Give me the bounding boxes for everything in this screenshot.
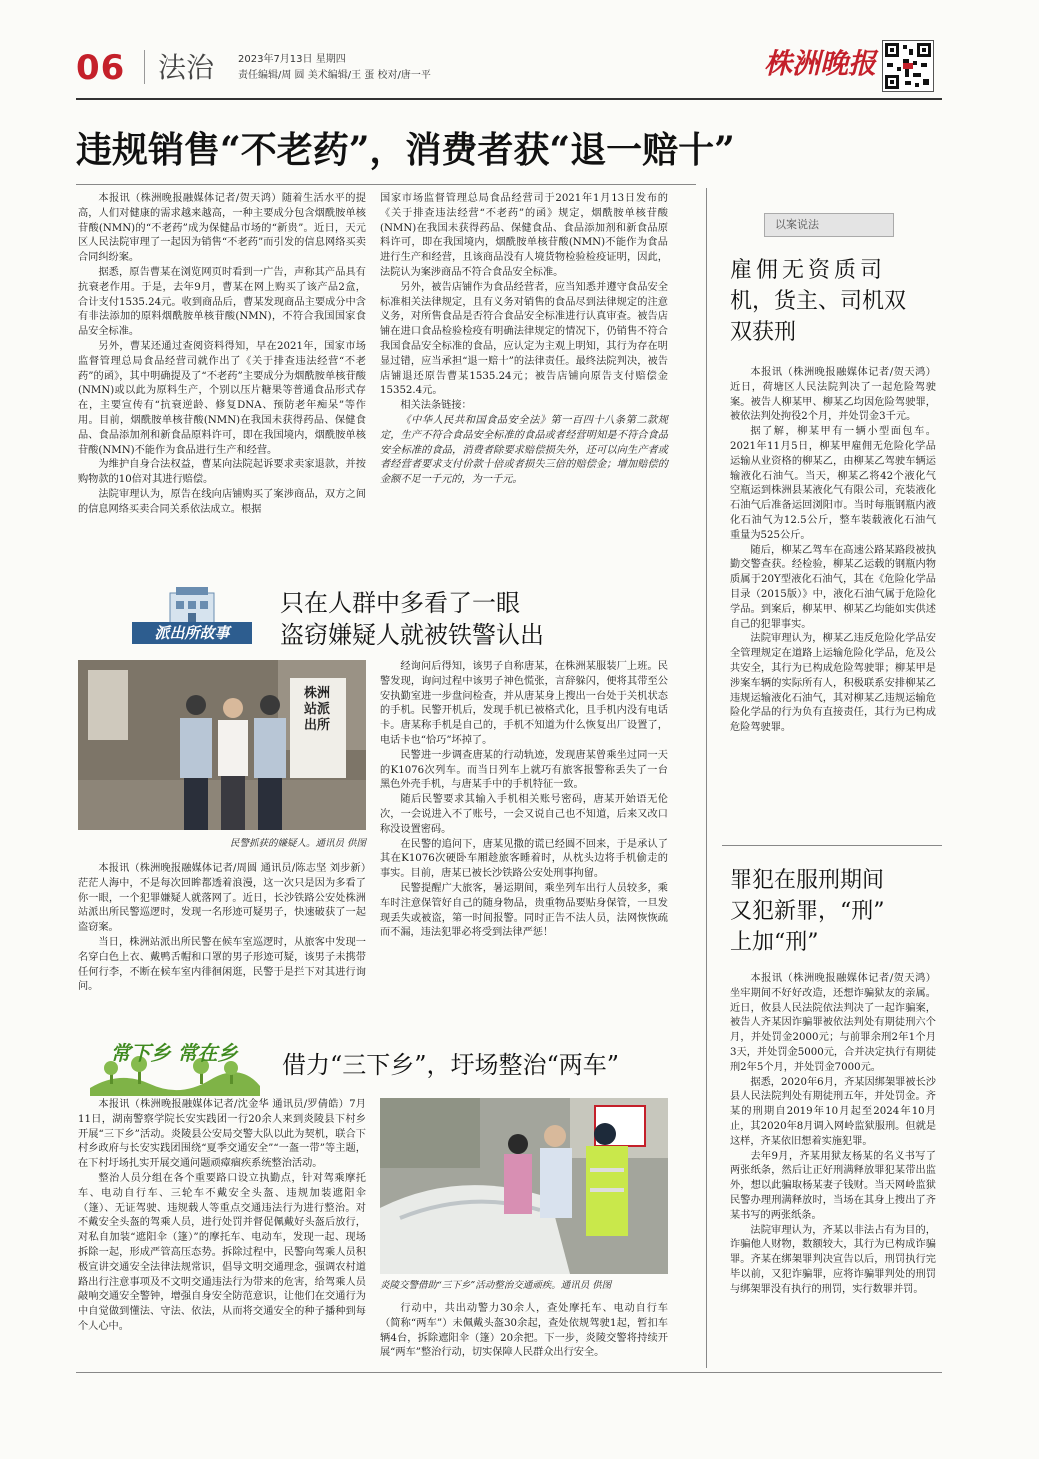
sidebar-b-headline-line3: 上加“刑” [730,930,819,955]
qr-code-icon [882,40,934,92]
law-text: 《中华人民共和国食品安全法》第一百四十八条第二款规定，生产不符合食品安全标准的食品或者经营明知是不符合食品安全标准的食品，消费者除要求赔偿损失外，还可以向生产者或者经营者要求支付价款十倍或者损失三倍的赔偿金；增加赔偿的金额不足一千元的，为一千元。 [380,414,668,486]
lead-headline: 违规销售“不老药”，消费者获“退一赔十” [76,129,735,171]
sidebar-a-paragraph: 法院审理认为，柳某乙违反危险化学品安全管理规定在道路上运输危险化学品，危及公共安全，其行为已构成危险驾驶罪；柳某甲是涉案车辆的实际所有人，积极联系安排柳某乙违规运输液化石油气，其对柳某乙违规运输危险化学品的行为负有直接责任，其行为已构成危险驾驶罪。 [730,633,936,734]
lead-paragraph: 法院审理认为，原告在线向店铺购买了案涉商品，双方之间的信息网络买卖合同关系依法成立。根据 [78,488,366,515]
rural-badge-label: 常下乡 常在乡 [110,1041,238,1065]
sidebar-divider [706,188,707,1368]
sidebar-a-paragraph: 据了解，柳某甲有一辆小型面包车。2021年11月5日，柳某甲雇佣无危险化学品运输从业资格的柳某乙，由柳某乙驾驶车辆运输液化石油气。当天，柳某乙将42个液化气空瓶运到株洲县某液化气有限公司，充装液化石油气后准备运回浏阳市。当时每瓶钢瓶内液化石油气为12.5公斤，整车装载液化石油气重量为525公斤。 [730,426,936,541]
sidebar-story-rule [722,845,942,846]
story2-paragraph: 经询问后得知，该男子自称唐某，在株洲某服装厂上班。民警发现，询问过程中该男子神色慌张，言辞躲闪，便将其带至公安执勤室进一步盘问检查，并从唐某身上搜出一台处于关机状态的手机。民警开机后，发现手机已被格式化，且手机内没有电话卡。唐某称手机是自己的，手机不知道为什么恢复出厂设置了，电话卡也“恰巧”坏掉了。 [380,661,668,746]
story2-paragraph: 随后民警要求其输入手机相关账号密码，唐某开始语无伦次，一会说进入不了账号，一会又说自己也不知道，后来又改口称没设置密码。 [380,794,668,835]
sidebar-a-headline-line1: 雇佣无资质司 [730,258,887,283]
sidebar-b-headline-line1: 罪犯在服刑期间 [730,868,885,893]
story2-paragraph: 本报讯（株洲晚报融媒体记者/周圆 通讯员/陈志坚 刘步新）茫茫人海中，不是每次回眸都透着浪漫，这一次只是因为多看了你一眼，一个犯罪嫌疑人就落网了。近日，长沙铁路公安处株洲站派出所民警巡逻时，发现一名形迹可疑男子，快速破获了一起盗窃案。 [78,863,366,934]
story2-photo-caption: 民警抓获的嫌疑人。通讯员 供图 [229,838,366,849]
lead-paragraph: 另外，曹某还通过查阅资料得知，早在2021年，国家市场监督管理总局食品经营司就作出了《关于排查违法经营“不老药”的函》，其中明确提及了“不老药”主要成分为烟酰胺单核苷酸(NMN)或以此为原料生产，个别以压片糖果等普通食品形式存在，主要宣传有“抗衰逆龄、修复DNA、预防老年痴呆”等作用。目前，烟酰胺单核苷酸(NMN)在我国未获得药品、保健食品、食品添加剂和新食品原料许可，即在我国境内，烟酰胺单核苷酸(NMN)不能作为食品进行生产和经营。 [78,340,366,456]
station-sign: 株洲站派出所 [303,686,330,733]
police-station-badge-label: 派出所故事 [132,622,252,644]
sidebar-a-headline-line2: 机，货主、司机双 [730,289,907,314]
story3-paragraph: 本报讯（株洲晚报融媒体记者/沈金华 通讯员/罗倩皓）7月11日，湖南警察学院长安实践团一行20余人来到炎陵县下村乡开展“三下乡”活动。炎陵县公安局交警大队以此为契机，联合下村乡政府与长安实践团围绕“夏季交通安全”“一盔一带”等主题，在下村圩场扎实开展交通问题顽瘴痼疾系统整治活动。 [78,1099,366,1170]
date-line: 2023年7月13日 星期四 [238,54,346,65]
section-name: 法治 [158,51,215,84]
sidebar-b-paragraph: 法院审理认为，齐某以非法占有为目的，诈骗他人财物，数额较大，其行为已构成诈骗罪。齐某在绑架罪判决宣告以后，刑罚执行完毕以前，又犯诈骗罪，应将诈骗罪判处的刑罚与绑架罪没有执行的刑罚，实行数罪并罚。 [730,1224,936,1295]
lead-paragraph: 国家市场监督管理总局食品经营司于2021年1月13日发布的《关于排查违法经营“不老药”的函》规定，烟酰胺单核苷酸(NMN)在我国未获得药品、保健食品、食品添加剂和新食品原料许可，即在我国境内，烟酰胺单核苷酸(NMN)不能作为食品进行生产和经营，且该商品没有人境货物检验检疫证明，因此，法院认为案涉商品不符合食品安全标准。 [380,193,668,278]
sidebar-b-body [730,972,936,1298]
story2-headline-line1: 只在人群中多看了一眼 [280,589,520,617]
sidebar-b-paragraph: 据悉，2020年6月，齐某因绑架罪被长沙县人民法院判处有期徒刑五年，并处罚金。齐某的刑期自2019年10月起至2024年10月止，其2020年8月调入网岭监狱服刑。但就是这样，齐某依旧想着实施犯罪。 [730,1076,936,1147]
story3-headline: 借力“三下乡”，圩场整治“两车” [282,1051,620,1079]
story2-column-1 [78,862,366,995]
sidebar-b-paragraph: 本报讯（株洲晚报融媒体记者/贺天鸿）坐牢期间不好好改造，还想诈骗狱友的亲属。近日，攸县人民法院依法判决了一起诈骗案，被告人齐某因诈骗罪被依法判处有期徒刑六个月，并处罚金2000元；与前罪余刑2年1个月3天，并处罚金5000元，合并决定执行有期徒刑2年5个月，并处罚金7000元。 [730,973,936,1073]
rural-badge [90,1040,260,1096]
law-link-label: 相关法条链接： [400,400,472,412]
story3-paragraph: 整治人员分组在各个重要路口设立执勤点，针对驾乘摩托车、电动自行车、三轮车不戴安全头盔、违规加装遮阳伞（篷）、无证驾驶、违规载人等重点交通违法行为进行整治。对不戴安全头盔的驾乘人员，进行处罚并督促佩戴好头盔后放行，对私自加装“遮阳伞（篷）”的摩托车、电动车，发现一起、现场拆除一起，形成严管高压态势。拆除过程中，民警向驾乘人员积极宣讲交通安全法律法规常识，倡导文明交通理念，强调农村道路出行注意事项及不文明交通违法行为带来的危害，给驾乘人员敲响交通安全警钟，增强自身安全防范意识，让他们在交通行为中自觉做到懂法、守法、依法，从而将交通安全的种子播种到每个人心中。 [78,1172,366,1332]
sidebar-tag-label: 以案说法 [775,218,819,231]
lead-paragraph: 据悉，原告曹某在浏览网页时看到一广告，声称其产品具有抗衰老作用。于是，去年9月，曹某在网上购买了该产品2盒，合计支付1535.24元。收到商品后，曹某发现商品主要成分中含有非法添加的原料烟酰胺单核苷酸(NMN)，不符合我国国家食品安全标准。 [78,266,366,338]
story3-column-1 [78,1098,366,1335]
sidebar-a-paragraph: 本报讯（株洲晚报融媒体记者/贺天鸿）近日，荷塘区人民法院判决了一起危险驾驶案。被告人柳某甲、柳某乙均因危险驾驶罪，被依法判处拘役2个月，并处罚金3千元。 [730,367,936,423]
suspect-photo [78,660,366,830]
story3-photo-caption: 炎陵交警借助“三下乡”活动整治交通顽疾。通讯员 供图 [380,1280,612,1291]
sidebar-a-headline-line3: 双获刑 [730,320,797,345]
editors-line: 责任编辑/周 圆 美术编辑/王 蛋 校对/唐一平 [238,70,431,81]
story2-paragraph: 当日，株洲站派出所民警在候车室巡逻时，从旅客中发现一名穿白色上衣、戴鸭舌帽和口罩的男子形迹可疑，该男子未携带任何行李，不断在候车室内徘徊闲逛，民警于是拦下对其进行询问。 [78,936,366,993]
page-number: 06 [76,48,126,88]
story3-paragraph: 行动中，共出动警力30余人，查处摩托车、电动自行车（简称“两车”）未佩戴头盔30余起，查处依规驾驶1起，暂扣车辆4台，拆除遮阳伞（篷）20余把。下一步，炎陵交警将持续开展“两车”整治行动，切实保障人民群众出行安全。 [380,1303,668,1359]
sidebar-a-paragraph: 随后，柳某乙驾车在高速公路某路段被执勤交警查获。经检验，柳某乙运载的钢瓶内物质属于20Y型液化石油气，其在《危险化学品目录（2015版）》中，液化石油气属于危险化学品。到案后，柳某甲、柳某乙均能如实供述自己的犯罪事实。 [730,544,936,630]
sidebar-b-paragraph: 去年9月，齐某用狱友杨某的名义书写了两张纸条，然后让正好刑满释放罪犯某带出监外，想以此骗取杨某妻子钱财。当天网岭监狱民警办理刑满释放时，当场在其身上搜出了齐某书写的两张纸条。 [730,1150,936,1221]
masthead-divider [144,50,145,84]
traffic-police-photo [380,1098,668,1274]
lead-column-2 [380,192,668,488]
lead-rule [76,184,696,185]
story2-paragraph: 在民警的追问下，唐某见撒的谎已经圆不回来，于是承认了其在K1076次硬卧车厢趁旅客睡着时，从枕头边将手机偷走的事实。目前，唐某已被长沙铁路公安处刑事拘留。 [380,838,668,880]
story3-column-2 [380,1302,668,1361]
lead-paragraph: 为维护自身合法权益，曹某向法院起诉要求卖家退款，并按购物款的10倍对其进行赔偿。 [78,459,366,486]
story2-paragraph: 民警进一步调查唐某的行动轨迹，发现唐某曾乘坐过同一天的K1076次列车。而当日列车上就巧有旅客报警称丢失了一台黑色外壳手机，与唐某手中的手机特征一致。 [380,749,668,791]
story2-paragraph: 民警提醒广大旅客，暑运期间，乘坐列车出行人员较多，乘车时注意保管好自己的随身物品，贵重物品要贴身保管，一旦发现丢失或被盗，第一时间报警。同时正告不法人员，法网恢恢疏而不漏，违法犯罪必将受到法律严惩！ [380,882,668,939]
newspaper-logo: 株洲晚报 [764,47,877,80]
sidebar-tag [764,213,894,237]
police-station-badge [132,585,252,647]
story2-headline-line2: 盗窃嫌疑人就被铁警认出 [280,621,544,649]
lead-paragraph: 本报讯（株洲晚报融媒体记者/贺天鸿）随着生活水平的提高，人们对健康的需求越来越高，一种主要成分包含烟酰胺单核苷酸(NMN)的“不老药”成为保健品市场的“新贵”。近日，天元区人民法院审理了一起因为销售“不老药”而引发的信息网络买卖合同纠纷案。 [78,193,366,264]
sidebar-a-body [730,366,936,736]
footer-rule [76,1372,942,1373]
sidebar-b-headline-line2: 又犯新罪，“刑” [730,899,885,924]
lead-paragraph: 另外，被告店铺作为食品经营者，应当知悉并遵守食品安全标准相关法律规定，且有义务对销售的食品尽到法律规定的注意义务，对所售食品是否符合食品安全标准进行认真审查。被告店铺在进口食品检验检疫有明确法律规定的情况下，仍销售不符合我国食品安全标准的食品，应认定为主观上明知，其行为存在明显过错，应当承担“退一赔十”的法律责任。最终法院判决，被告店铺退还原告曹某1535.24元；被告店铺向原告支付赔偿金15352.4元。 [380,281,668,397]
story2-column-2 [380,660,668,941]
lead-column-1 [78,192,366,518]
masthead-rule [76,98,942,100]
